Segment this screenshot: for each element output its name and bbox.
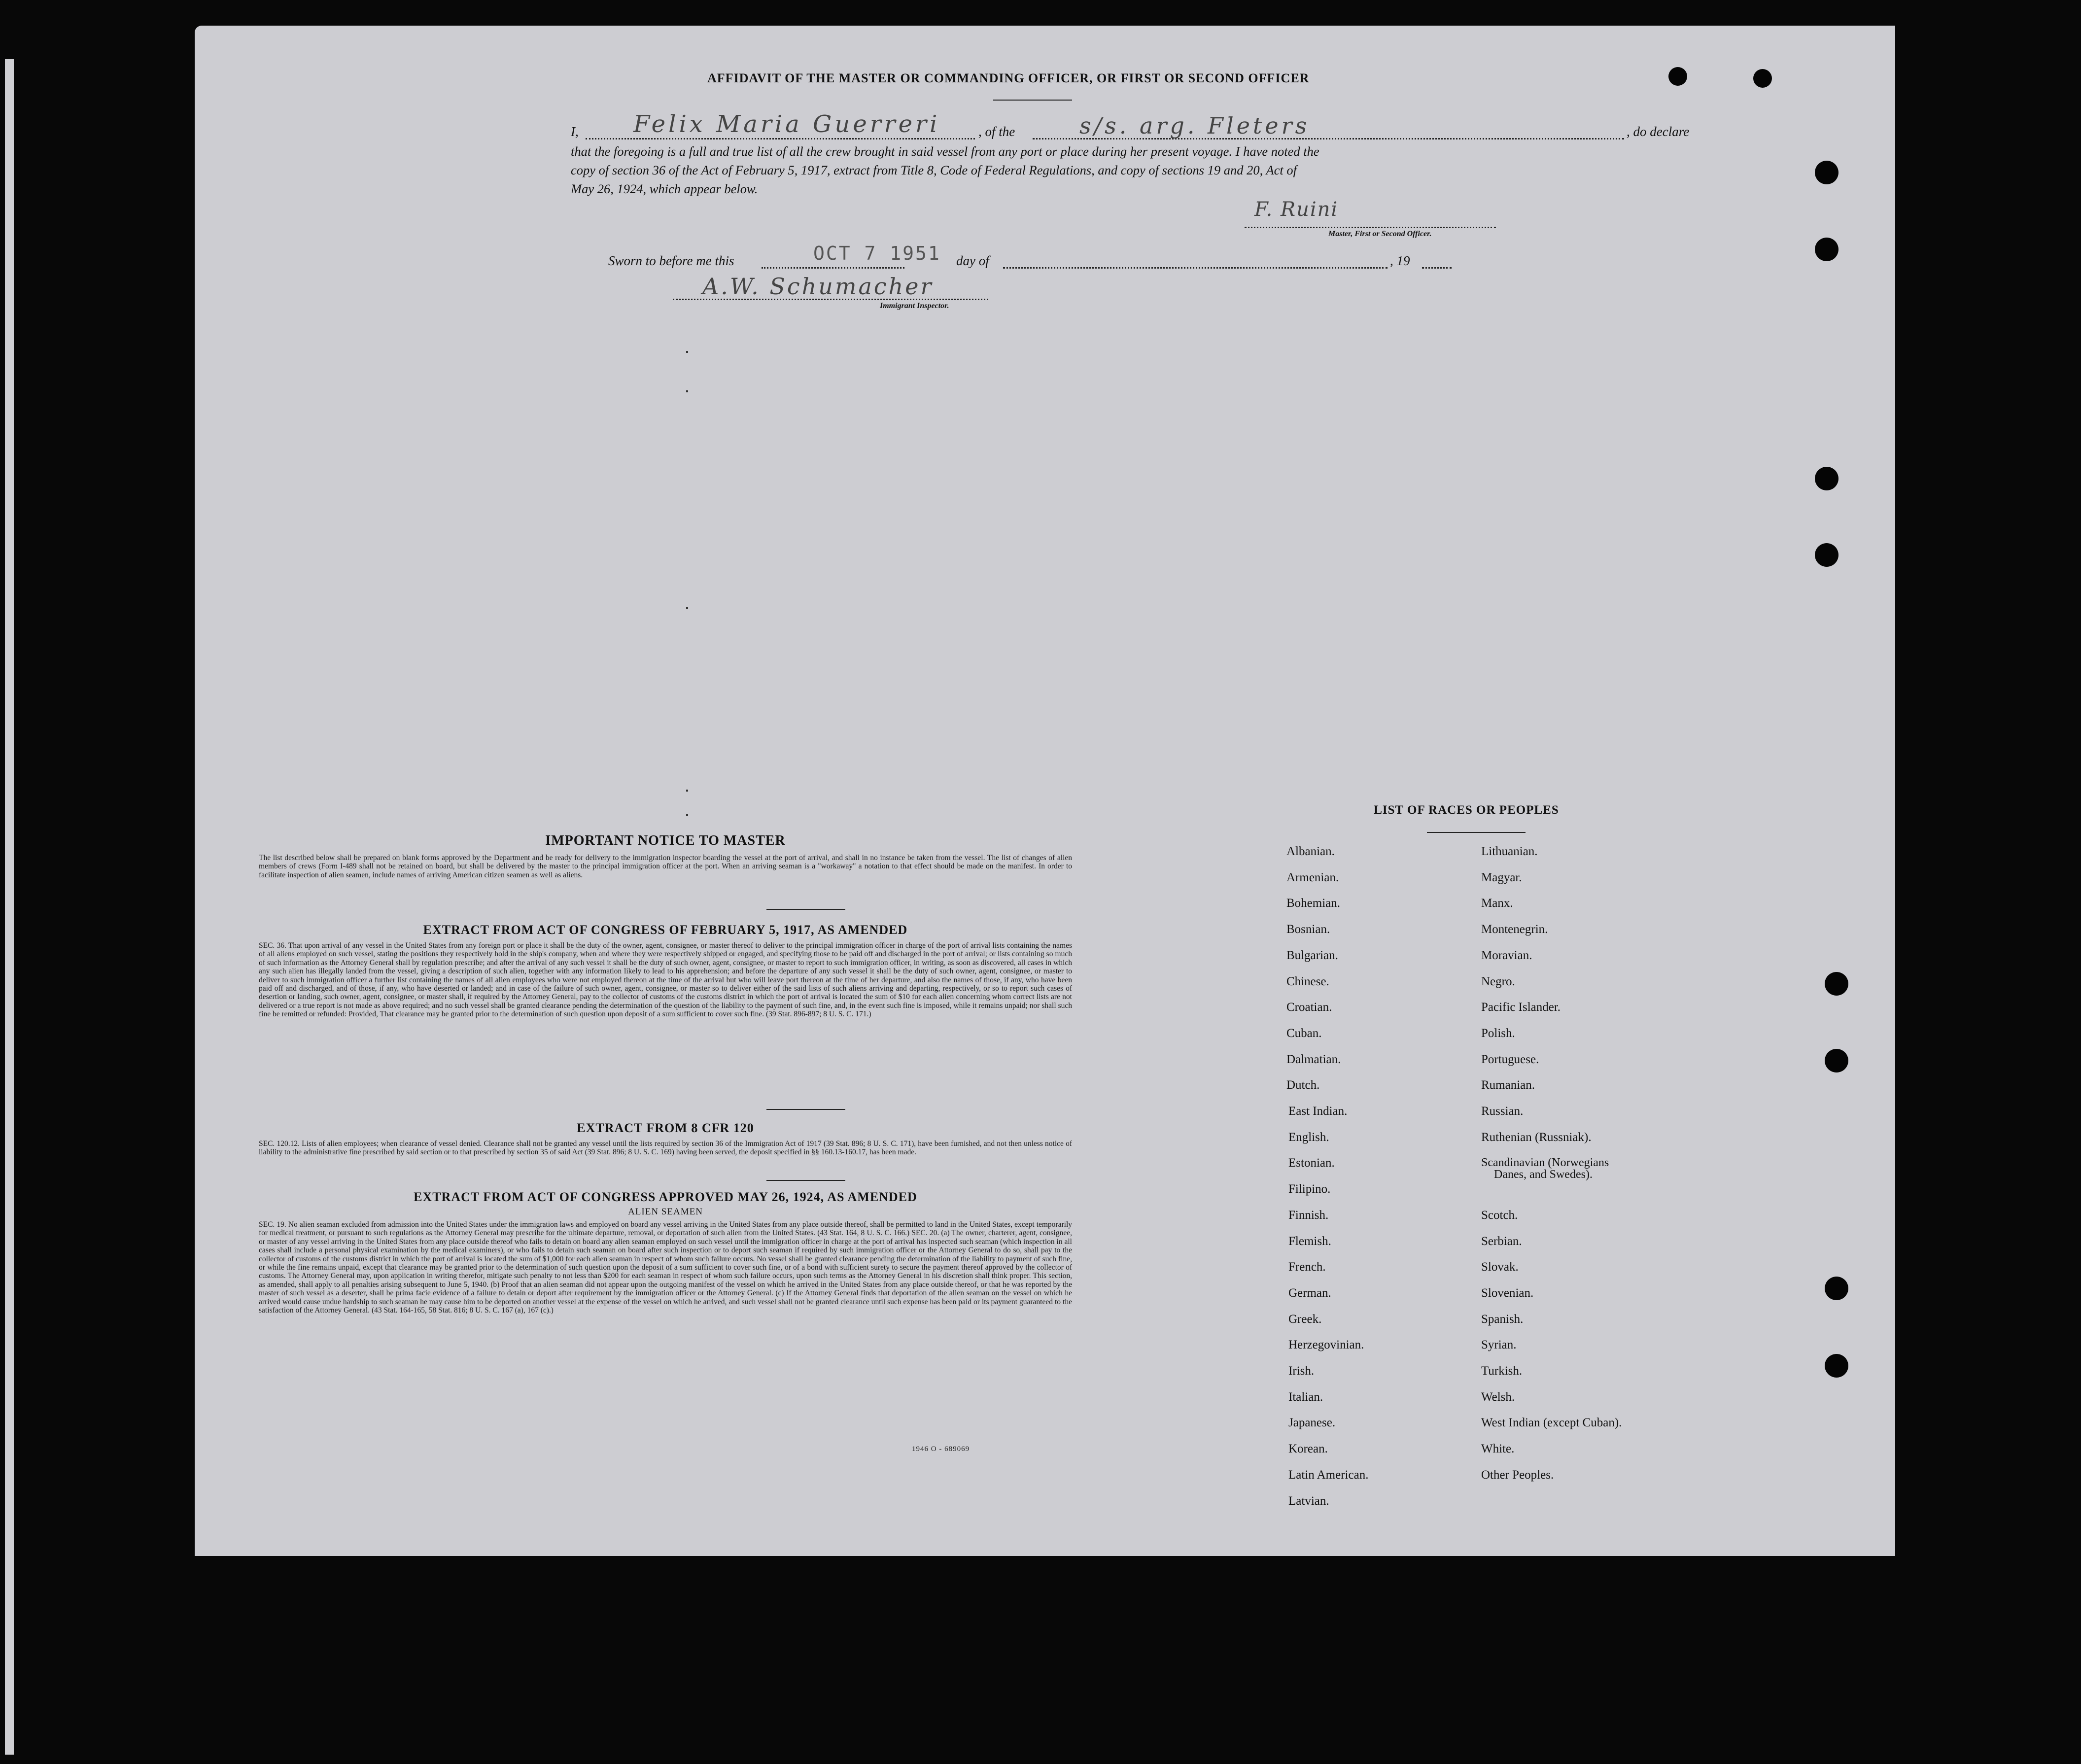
affidavit-body-line1: that the foregoing is a full and true list of all the crew brought in said vessel from any port or place during her present voyage. I have noted the <box>571 144 1319 159</box>
race-item: Latin American. <box>1288 1468 1369 1482</box>
race-item: Scotch. <box>1481 1208 1518 1222</box>
punch-hole <box>1668 67 1687 86</box>
race-item: Pacific Islander. <box>1481 1001 1561 1014</box>
punch-hole <box>1815 467 1838 490</box>
race-item: Other Peoples. <box>1481 1468 1554 1482</box>
sworn-day-line <box>762 267 904 269</box>
race-item: Negro. <box>1481 974 1515 988</box>
master-caption: Master, First or Second Officer. <box>1328 230 1432 238</box>
speck <box>686 790 688 792</box>
extract-cfr-title: EXTRACT FROM 8 CFR 120 <box>577 1121 754 1135</box>
race-item: Scandinavian (Norwegians <box>1481 1156 1609 1170</box>
punch-hole <box>1815 161 1838 184</box>
race-item: West Indian (except Cuban). <box>1481 1416 1622 1430</box>
race-item: Japanese. <box>1288 1416 1336 1430</box>
punch-hole <box>1753 69 1772 88</box>
race-item: Magyar. <box>1481 870 1522 884</box>
extract-1924-body: SEC. 19. No alien seaman excluded from admission into the United States under the immigration laws and employed on board any vessel arriving in the United States from any place outside thereof, shall be permitted to land in the United States, except temporarily for medical treatment, or pursuant to such regulations as the Attorney General may prescribe for the ultimate departure, removal, or deportation of such alien from the United States. (43 Stat. 164, 8 U. S. C. 166.) SEC. 20. (a) The owner, charterer, agent, consignee, or master of any vessel arriving in the United States from any place outside thereof who fails to detain on board any alien seaman employed on such vessel until the immigration officer in charge at the port of arrival has inspected such seaman (which inspection in all cases shall include a personal physical examination by the medical examiners), or who fails to detain such seaman on board after such inspection or to deport such seaman if required by such immigration officer or the Attorney General to do so, shall pay to the collector of customs of the customs district in which the port of arrival is located the sum of $1,000 for each alien seaman in respect of whom such failure occurs. No vessel shall be granted clearance pending the determination of the liability to payment of such fine, or while the fine remains unpaid, except that clearance may be granted prior to the determination of such question upon the deposit of a sum sufficient to cover such fine, or of a bond with sufficient surety to secure the payment thereof approved by the collector of customs. The Attorney General may, upon application in writing therefor, mitigate such penalty to not less than $200 for each seaman in respect of whom such failure occurs, upon such terms as the Attorney General in his discretion shall think proper. This section, as amended, shall apply to all penalties arising subsequent to June 5, 1940. (b) Proof that an alien seaman did not appear upon the outgoing manifest of the vessel on which he arrived in the United States from any place outside thereof, or that he was reported by the master of such vessel as a deserter, shall be prima facie evidence of a failure to detain or deport after requirement by the immigration officer or the Attorney General. (c) If the Attorney General finds that deportation of the alien seaman on the vessel on which he arrived would cause undue hardship to such seaman he may cause him to be deported on another vessel at the expense of the vessel on which he arrived, and such vessel shall not be granted clearance until such expense has been paid or its payment guaranteed to the satisfaction of the Attorney General. (43 Stat. 164-165, 58 Stat. 816; 8 U. S. C. 167 (a), 167 (c).) <box>259 1220 1072 1315</box>
races-title: LIST OF RACES OR PEOPLES <box>1374 803 1559 817</box>
extract-cfr-body: SEC. 120.12. Lists of alien employees; when clearance of vessel denied. Clearance shall not be granted any vessel until the lists required by section 36 of the Immigration Act of 1917 (39 Stat. 896; 8 U. S. C. 171), have been furnished, and not then unless notice of liability to the administrative fine prescribed by said section or to that prescribed by section 35 of said Act (39 Stat. 896; 8 U. S. C. 169) having been served, the deposit specified in §§ 160.13-160.17, has been made. <box>259 1140 1072 1157</box>
divider <box>766 1180 845 1181</box>
race-item: Korean. <box>1288 1442 1328 1456</box>
race-item: Dalmatian. <box>1286 1052 1341 1066</box>
race-item: Estonian. <box>1288 1156 1335 1170</box>
race-item: Montenegrin. <box>1481 923 1548 936</box>
race-item: East Indian. <box>1288 1105 1348 1118</box>
punch-hole <box>1815 543 1838 567</box>
race-item: French. <box>1288 1260 1326 1274</box>
date-stamp: OCT 7 1951 <box>813 242 941 264</box>
race-item: Greek. <box>1288 1312 1322 1326</box>
race-item: German. <box>1288 1286 1331 1300</box>
notice-title: IMPORTANT NOTICE TO MASTER <box>545 833 786 848</box>
divider <box>993 100 1072 101</box>
race-item: Lithuanian. <box>1481 845 1538 858</box>
race-item: Bosnian. <box>1286 923 1330 936</box>
punch-hole <box>1825 972 1848 996</box>
vessel-handwritten: s/s. arg. Fleters <box>1079 112 1310 139</box>
race-item: Bohemian. <box>1286 897 1341 910</box>
race-item: Spanish. <box>1481 1312 1524 1326</box>
year-line <box>1422 267 1452 269</box>
punch-hole <box>1825 1049 1848 1072</box>
race-item: Ruthenian (Russniak). <box>1481 1130 1592 1144</box>
race-item: Polish. <box>1481 1026 1515 1040</box>
race-item: Manx. <box>1481 897 1513 910</box>
race-item: Moravian. <box>1481 948 1532 962</box>
year-prefix: , 19 <box>1390 253 1410 268</box>
race-item: White. <box>1481 1442 1515 1456</box>
name-handwritten: Felix Maria Guerreri <box>633 110 940 138</box>
divider <box>766 909 845 910</box>
race-item: Italian. <box>1288 1390 1323 1404</box>
extract-1917-body: SEC. 36. That upon arrival of any vessel in the United States from any foreign port or place it shall be the duty of the owner, agent, consignee, or master thereof to deliver to the principal immigration officer in charge of the port of arrival lists containing the names of all aliens employed on such vessel, stating the positions they respectively hold in the ship's company, when and where they were respectively shipped or engaged, and specifying those to be paid off and discharged in the port of arrival; or lists containing so much of such information as the Attorney General shall by regulation prescribe; and after the arrival of any such vessel it shall be the duty of such owner, agent, consignee, or master to report to such immigration officer, in writing, as soon as discovered, all cases in which any such alien has illegally landed from the vessel, giving a description of such alien, together with any information likely to lead to his apprehension; and before the departure of any such vessel it shall be the duty of such owner, agent, consignee, or master to deliver to such immigration officer a further list containing the names of all alien employees who were not employed thereon at the time of the arrival but who will leave port thereon at the time of her departure, and also the names of those, if any, who have been paid off and discharged, and of those, if any, who have deserted or landed; and in case of the failure of such owner, agent, consignee, or master so to deliver either of the said lists of such aliens arriving and departing, respectively, or so to report such cases of desertion or landing, such owner, agent, consignee, or master shall, if required by the Attorney General, pay to the collector of customs of the customs district in which the port of arrival is located the sum of $10 for each alien concerning whom correct lists are not delivered or a true report is not made as above required; and no such vessel shall be granted clearance pending the determination of the question of the liability to the payment of such fine, and, in the event such fine is imposed, while it remains unpaid; nor shall such fine be remitted or refunded: Provided, That clearance may be granted prior to the determination of such question upon deposit of a sum sufficient to cover such fine. (39 Stat. 896-897; 8 U. S. C. 171.) <box>259 941 1072 1019</box>
race-item: Rumanian. <box>1481 1078 1535 1092</box>
race-item: Armenian. <box>1286 870 1339 884</box>
extract-1924-title: EXTRACT FROM ACT OF CONGRESS APPROVED MAY 26, 1924, AS AMENDED <box>414 1190 917 1204</box>
race-item: Portuguese. <box>1481 1052 1539 1066</box>
speck <box>686 814 688 816</box>
do-declare-label: , do declare <box>1627 124 1690 139</box>
race-item: Slovak. <box>1481 1260 1519 1274</box>
race-item: Albanian. <box>1286 845 1335 858</box>
notice-block <box>259 854 1072 879</box>
race-item: Herzegovinian. <box>1288 1338 1364 1352</box>
sworn-month-line <box>1003 267 1387 269</box>
race-item: Cuban. <box>1286 1026 1322 1040</box>
race-item: Russian. <box>1481 1105 1524 1118</box>
master-signature: F. Ruini <box>1254 198 1339 221</box>
name-line <box>586 138 975 139</box>
affidavit-body-line2: copy of section 36 of the Act of February 5, 1917, extract from Title 8, Code of Federal Regulations, and copy of sections 19 and 20, Act of <box>571 163 1297 177</box>
race-item: Danes, and Swedes). <box>1494 1168 1593 1181</box>
punch-hole <box>1825 1277 1848 1300</box>
speck <box>686 390 688 392</box>
extract-cfr-block <box>259 1140 1072 1157</box>
race-item: Filipino. <box>1288 1182 1331 1196</box>
race-item: Flemish. <box>1288 1234 1331 1248</box>
race-item: Bulgarian. <box>1286 948 1338 962</box>
race-item: Croatian. <box>1286 1001 1332 1014</box>
race-item: Turkish. <box>1481 1364 1523 1378</box>
race-item: Dutch. <box>1286 1078 1320 1092</box>
race-item: Welsh. <box>1481 1390 1515 1404</box>
race-item: Chinese. <box>1286 974 1329 988</box>
of-the-label: , of the <box>978 124 1015 139</box>
inspector-caption: Immigrant Inspector. <box>880 302 949 310</box>
affidavit-body-line3: May 26, 1924, which appear below. <box>571 181 758 196</box>
document-page <box>195 26 1895 1556</box>
notice-body: The list described below shall be prepared on blank forms approved by the Department and be ready for delivery to the immigration inspector boarding the vessel at the port of arrival, and shall in no instance be taken from the vessel. The list of changes of alien members of crews (Form I-489 shall not be retained on board, but shall be delivered by the master to the principal immigration officer at the port. When an arriving seaman is a "workaway" a notation to that effect should be made on the manifest. In order to facilitate inspection of alien seamen, include names of arriving American citizen seamen as well as aliens. <box>259 854 1072 879</box>
race-item: Latvian. <box>1288 1494 1329 1508</box>
race-item: Slovenian. <box>1481 1286 1534 1300</box>
day-of-label: day of <box>956 253 989 268</box>
race-item: English. <box>1288 1130 1329 1144</box>
divider <box>766 1109 845 1110</box>
divider <box>1427 832 1526 833</box>
sworn-label: Sworn to before me this <box>608 253 734 268</box>
extract-1924-subtitle: ALIEN SEAMEN <box>628 1207 703 1217</box>
signature-line <box>1245 227 1496 228</box>
race-item: Serbian. <box>1481 1234 1522 1248</box>
extract-1924-block <box>259 1220 1072 1314</box>
extract-1917-block <box>259 941 1072 1019</box>
race-item: Irish. <box>1288 1364 1315 1378</box>
inspector-line <box>673 299 988 300</box>
print-code: 1946 O - 689069 <box>912 1445 970 1453</box>
race-item: Syrian. <box>1481 1338 1517 1352</box>
affidavit-title: AFFIDAVIT OF THE MASTER OR COMMANDING OFFICER, OR FIRST OR SECOND OFFICER <box>707 71 1310 85</box>
extract-1917-title: EXTRACT FROM ACT OF CONGRESS OF FEBRUARY 5, 1917, AS AMENDED <box>423 923 908 937</box>
speck <box>686 607 688 609</box>
punch-hole <box>1825 1354 1848 1378</box>
punch-hole <box>1815 238 1838 261</box>
inspector-signature: A.W. Schumacher <box>702 273 934 300</box>
race-item: Finnish. <box>1288 1208 1329 1222</box>
speck <box>686 351 688 353</box>
i-label: I, <box>571 124 579 139</box>
film-edge-strip <box>5 59 14 1755</box>
